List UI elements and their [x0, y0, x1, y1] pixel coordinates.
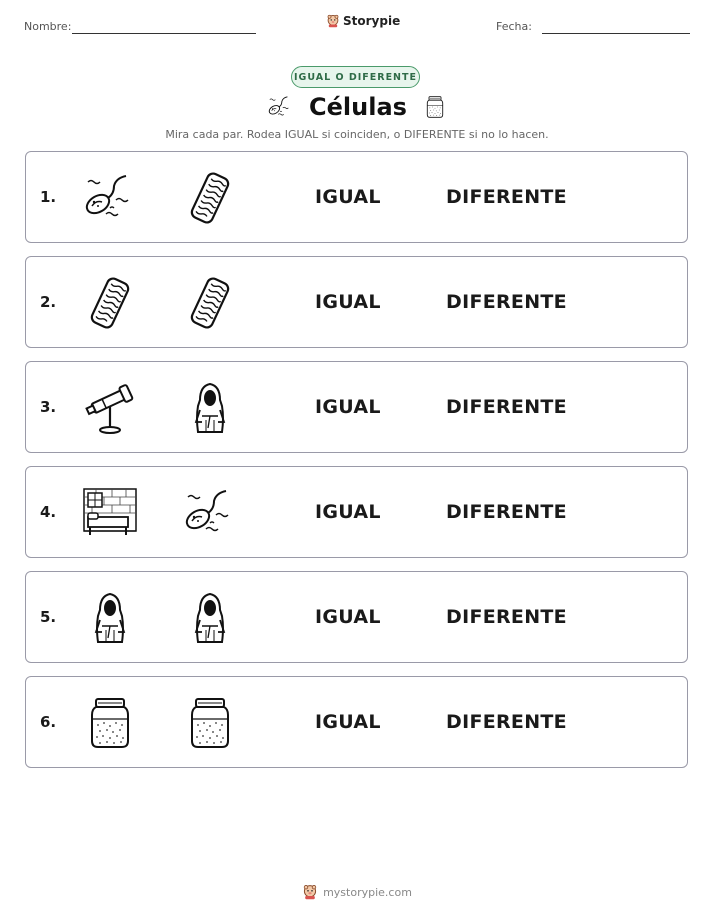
question-row-2 [25, 256, 688, 348]
date-field-line[interactable] [542, 33, 690, 34]
spermatozoid-icon [182, 485, 238, 541]
storypie-mascot-icon [326, 14, 340, 28]
cell-slab-icon [82, 275, 138, 331]
page-footer [0, 884, 714, 900]
jar-icon [423, 92, 447, 122]
spermatozoid-icon [82, 170, 138, 226]
footer-url[interactable]: mystorypie.com [323, 885, 412, 899]
question-number: 3. [40, 398, 57, 416]
instructions: Mira cada par. Rodea IGUAL si coinciden, o DIFERENTE si no lo hacen. [165, 128, 549, 141]
question-row-5 [25, 571, 688, 663]
hooded-monk-icon [182, 380, 238, 436]
jar-icon [182, 695, 238, 751]
option-igual[interactable]: IGUAL [315, 711, 381, 733]
option-igual[interactable]: IGUAL [315, 186, 381, 208]
question-number: 4. [40, 503, 57, 521]
question-row-6 [25, 676, 688, 768]
question-row-3 [25, 361, 688, 453]
title-row [0, 92, 714, 122]
name-field-line[interactable] [72, 33, 256, 34]
jar-icon [82, 695, 138, 751]
cell-slab-icon [182, 170, 238, 226]
question-number: 2. [40, 293, 57, 311]
question-number: 6. [40, 713, 57, 731]
storypie-mascot-icon [302, 884, 318, 900]
activity-badge: IGUAL O DIFERENTE [291, 66, 420, 88]
option-igual[interactable]: IGUAL [315, 396, 381, 418]
cell-slab-icon [182, 275, 238, 331]
option-diferente[interactable]: DIFERENTE [446, 186, 567, 208]
question-number: 5. [40, 608, 57, 626]
option-igual[interactable]: IGUAL [315, 501, 381, 523]
storypie-logo [326, 14, 400, 28]
brand-name: Storypie [343, 14, 401, 28]
option-diferente[interactable]: DIFERENTE [446, 711, 567, 733]
option-igual[interactable]: IGUAL [315, 606, 381, 628]
option-igual[interactable]: IGUAL [315, 291, 381, 313]
hooded-monk-icon [82, 590, 138, 646]
option-diferente[interactable]: DIFERENTE [446, 501, 567, 523]
date-label: Fecha: [496, 20, 532, 33]
question-row-1 [25, 151, 688, 243]
telescope-icon [82, 380, 138, 436]
page-title: Células [309, 93, 407, 121]
spermatozoid-icon [267, 94, 293, 120]
question-row-4 [25, 466, 688, 558]
worksheet-header [0, 0, 714, 50]
option-diferente[interactable]: DIFERENTE [446, 291, 567, 313]
name-label: Nombre: [24, 20, 72, 33]
option-diferente[interactable]: DIFERENTE [446, 606, 567, 628]
option-diferente[interactable]: DIFERENTE [446, 396, 567, 418]
hooded-monk-icon [182, 590, 238, 646]
question-number: 1. [40, 188, 57, 206]
cell-room-icon [82, 485, 138, 541]
